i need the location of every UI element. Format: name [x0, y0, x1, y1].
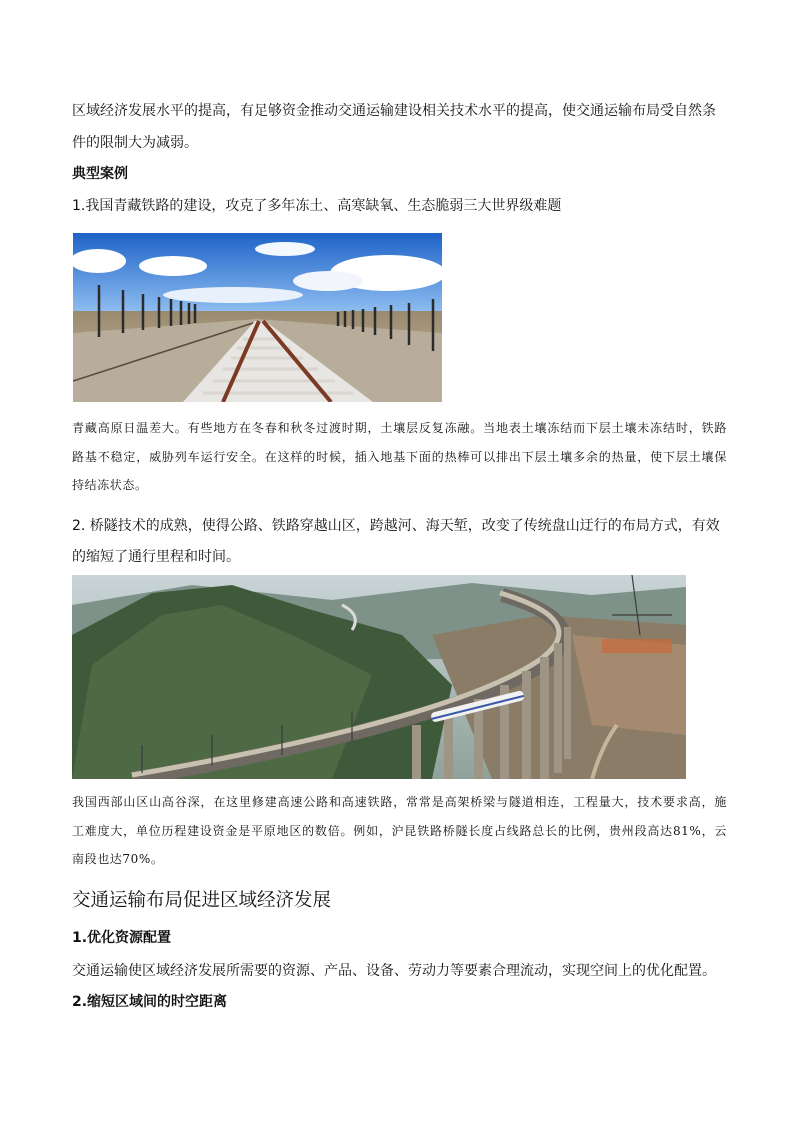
intro-line-1: 区域经济发展水平的提高，有足够资金推动交通运输建设相关技术水平的提高，使交通运输布局受自然条: [72, 103, 716, 119]
case2-line-1: 2. 桥隧技术的成熟，使得公路、铁路穿越山区，跨越河、海天堑，改变了传统盘山迂行的布局方式，有效: [72, 518, 720, 534]
sub1-text: 交通运输使区域经济发展所需要的资源、产品、设备、劳动力等要素合理流动，实现空间上的优化配置。: [72, 963, 716, 979]
sub2-title: 2.缩短区域间的时空距离: [72, 994, 228, 1010]
case2-line-2: 的缩短了通行里程和时间。: [72, 549, 240, 565]
viaduct-photo: [72, 575, 686, 779]
heading-promote: 交通运输布局促进区域经济发展: [72, 890, 332, 911]
case1-caption: 青藏高原日温差大。有些地方在冬春和秋冬过渡时期，土壤层反复冻融。当地表土壤冻结而下层土壤未冻结时，铁路路基不稳定，威胁列车运行安全。在这样的时候，插入地基下面的热棒可以排出下层土壤多余的热量，使下层土壤保持结冻状态。: [72, 421, 727, 492]
sub1-title: 1.优化资源配置: [72, 930, 172, 946]
case2-caption: 我国西部山区山高谷深，在这里修建高速公路和高速铁路，常常是高架桥梁与隧道相连，工程量大，技术要求高，施工难度大，单位历程建设资金是平原地区的数倍。例如，沪昆铁路桥隧长度占线路总长的比例，贵州段高达81%，云南段也达70%。: [72, 795, 727, 866]
railway-photo: [73, 233, 442, 402]
section-case-title: 典型案例: [72, 166, 128, 182]
case1-text: 1.我国青藏铁路的建设，攻克了多年冻土、高寒缺氧、生态脆弱三大世界级难题: [72, 198, 562, 214]
intro-line-2: 件的限制大为减弱。: [72, 135, 198, 151]
